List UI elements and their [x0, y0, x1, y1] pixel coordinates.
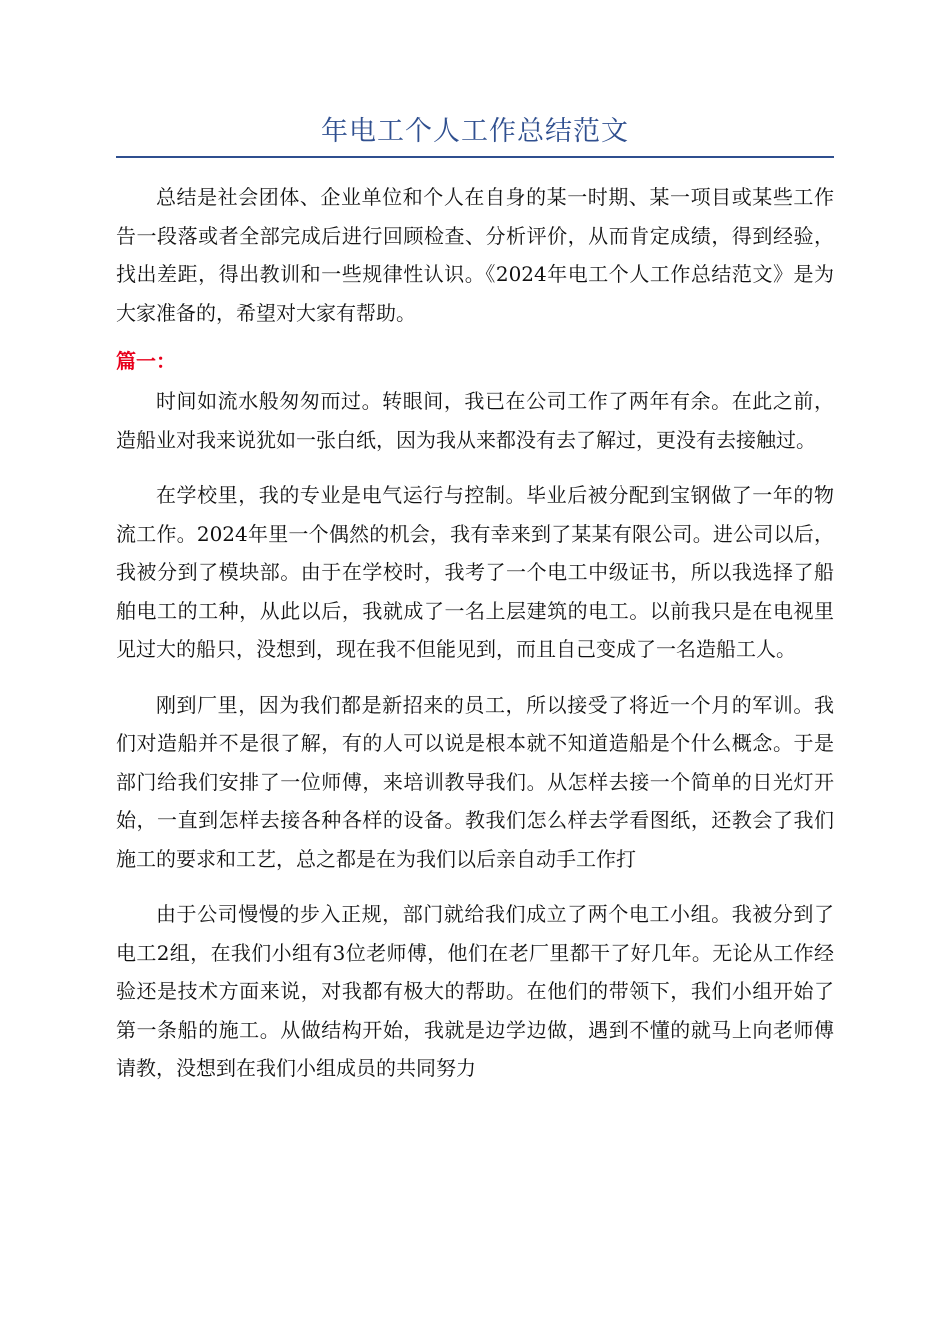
body-paragraph-2: 在学校里，我的专业是电气运行与控制。毕业后被分配到宝钢做了一年的物流工作。2024年里一个偶然的机会，我有幸来到了某某有限公司。进公司以后，我被分到了模块部。由于在学校时，我考了一个电工中级证书，所以我选择了船舶电工的工种，从此以后，我就成了一名上层建筑的电工。以前我只是在电视里见过大的船只，没想到，现在我不但能见到，而且自己变成了一名造船工人。 [116, 483, 834, 661]
paragraph-spacer [116, 669, 834, 686]
body-paragraph-1: 时间如流水般匆匆而过。转眼间，我已在公司工作了两年有余。在此之前，造船业对我来说犹如一张白纸，因为我从来都没有去了解过，更没有去接触过。 [116, 389, 834, 452]
intro-paragraph: 总结是社会团体、企业单位和个人在自身的某一时期、某一项目或某些工作告一段落或者全部完成后进行回顾检查、分析评价，从而肯定成绩，得到经验，找出差距，得出教训和一些规律性认识。《2024年电工个人工作总结范文》是为大家准备的，希望对大家有帮助。 [116, 185, 834, 325]
paragraph-spacer [116, 459, 834, 476]
document-page [116, 110, 834, 1088]
document-title: 年电工个人工作总结范文 [321, 116, 629, 147]
paragraph-spacer [116, 878, 834, 895]
body-paragraph-4: 由于公司慢慢的步入正规，部门就给我们成立了两个电工小组。我被分到了电工2组，在我们小组有3位老师傅，他们在老厂里都干了好几年。无论从工作经验还是技术方面来说，对我都有极大的帮助。在他们的带领下，我们小组开始了第一条船的施工。从做结构开始，我就是边学边做，遇到不懂的就马上向老师傅请教，没想到在我们小组成员的共同努力 [116, 902, 834, 1080]
body-paragraph-3: 刚到厂里，因为我们都是新招来的员工，所以接受了将近一个月的军训。我们对造船并不是很了解，有的人可以说是根本就不知道造船是个什么概念。于是部门给我们安排了一位师傅，来培训教导我们。从怎样去接一个简单的日光灯开始，一直到怎样去接各种各样的设备。教我们怎么样去学看图纸，还教会了我们施工的要求和工艺，总之都是在为我们以后亲自动手工作打 [116, 692, 834, 871]
title-underline [116, 156, 834, 158]
section-heading: 篇一： [116, 349, 176, 373]
